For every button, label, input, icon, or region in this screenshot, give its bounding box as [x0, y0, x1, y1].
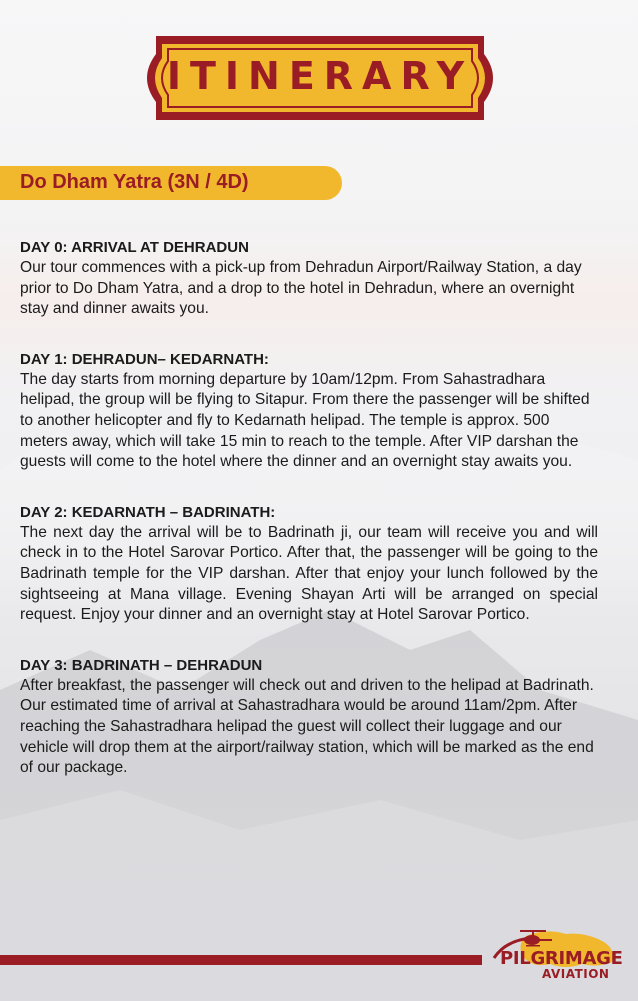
pilgrimage-aviation-logo	[486, 928, 622, 988]
itinerary-content	[20, 238, 598, 809]
day-description: The next day the arrival will be to Badrinath ji, our team will receive you and will check in to the Hotel Sarovar Portico. After that, the passenger will be going to the Badrinath temple for the VIP darshan. After that enjoy your lunch followed by the sightseeing at Mana village. Evening Shayan Arti will be arranged on special request. Enjoy your dinner and an overnight stay at Hotel Sarovar Portico.	[20, 523, 598, 624]
day-section	[20, 503, 598, 626]
day-description: The day starts from morning departure by 10am/12pm. From Sahastradhara helipad, the group will be flying to Sitapur. From there the passenger will be shifted to another helicopter and fly to Kedarnath helipad. The temple is approx. 500 meters away, which will take 15 min to reach to the temple. After VIP darshan the guests will come to the hotel where the dinner and an overnight stay awaits you.	[20, 370, 590, 471]
day-section	[20, 238, 598, 320]
day-heading: DAY 1: DEHRADUN– KEDARNATH:	[20, 350, 269, 368]
day-heading: DAY 0: ARRIVAL AT DEHRADUN	[20, 239, 249, 256]
day-description: Our tour commences with a pick-up from Dehradun Airport/Railway Station, a day prior to Do Dham Yatra, and a drop to the hotel in Dehradun, where an overnight stay and dinner awaits you.	[20, 259, 582, 318]
page-title: ITINERARY	[166, 54, 474, 98]
day-heading: DAY 2: KEDARNATH – BADRINATH:	[20, 503, 276, 521]
day-description: After breakfast, the passenger will check out and driven to the helipad at Badrinath. Our estimated time of arrival at Sahastradhara would be around 11am/2pm. After reaching the Sahastradhara helipad the guest will collect their luggage and our vehicle will drop them at the airport/railway station, which will be marked as the end of our package.	[20, 676, 594, 777]
logo-subtitle: AVIATION	[542, 967, 610, 981]
day-heading: DAY 3: BADRINATH – DEHRADUN	[20, 656, 263, 674]
day-section	[20, 656, 598, 779]
logo-name: PILGRIMAGE	[500, 948, 623, 969]
itinerary-title-banner	[138, 36, 502, 120]
package-name-pill	[0, 166, 342, 200]
day-section	[20, 350, 598, 473]
footer-bar	[0, 955, 482, 965]
package-name: Do Dham Yatra (3N / 4D)	[20, 171, 249, 193]
